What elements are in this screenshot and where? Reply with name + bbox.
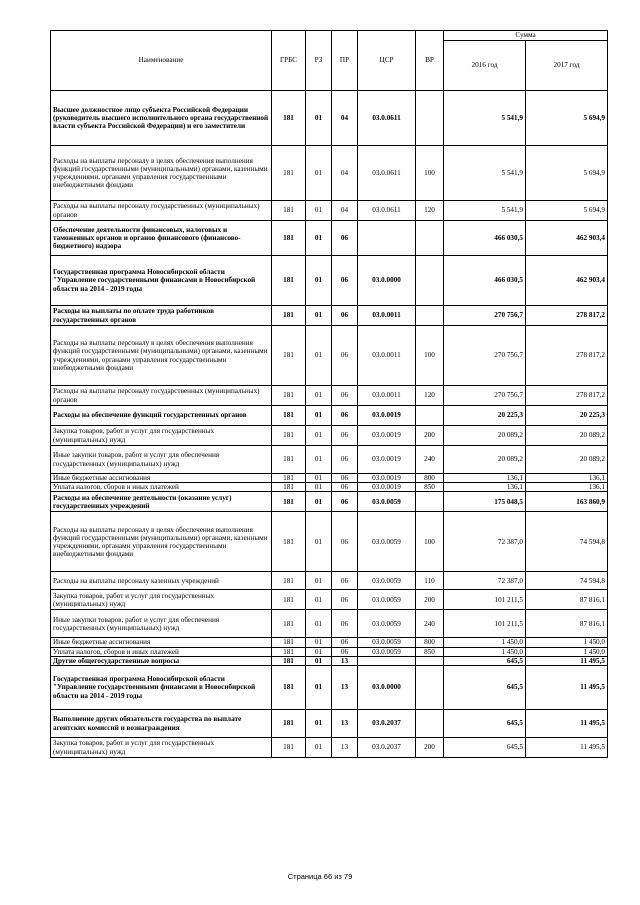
cell-s2016: 101 211,5: [444, 590, 526, 610]
table-row: [51, 406, 608, 426]
cell-s2016: 466 030,5: [444, 221, 526, 256]
table-row: [51, 426, 608, 446]
cell-vr: 200: [416, 738, 444, 758]
table-header: [51, 31, 608, 91]
cell-s2017: 136,1: [526, 483, 608, 492]
cell-pr: 13: [332, 710, 358, 738]
cell-s2016: 645,5: [444, 738, 526, 758]
cell-rz: 01: [306, 638, 332, 647]
cell-name: Расходы на выплаты персоналу в целях обеспечения выполнения функций государственными (муниципальными) органами, казенными учреждениями, органами управления государственными внебюджетными фондами: [51, 326, 272, 386]
cell-vr: [416, 256, 444, 306]
cell-csr: 03.0.0611: [358, 201, 416, 221]
cell-grbs: 181: [272, 474, 306, 483]
cell-rz: 01: [306, 256, 332, 306]
cell-s2016: 270 756,7: [444, 326, 526, 386]
cell-vr: 120: [416, 201, 444, 221]
cell-grbs: 181: [272, 326, 306, 386]
cell-pr: 04: [332, 91, 358, 146]
cell-csr: 03.0.0019: [358, 406, 416, 426]
cell-pr: 13: [332, 666, 358, 710]
table-row: [51, 386, 608, 406]
page-number: Страница 66 из 79: [287, 872, 353, 881]
cell-grbs: 181: [272, 656, 306, 665]
cell-csr: 03.0.0019: [358, 474, 416, 483]
cell-name: Расходы на обеспечение деятельности (оказание услуг) государственных учреждений: [51, 492, 272, 512]
cell-rz: 01: [306, 146, 332, 201]
cell-vr: 240: [416, 446, 444, 474]
cell-csr: 03.0.0019: [358, 483, 416, 492]
table-row: [51, 446, 608, 474]
cell-pr: 04: [332, 201, 358, 221]
cell-vr: [416, 406, 444, 426]
cell-rz: 01: [306, 201, 332, 221]
cell-grbs: 181: [272, 483, 306, 492]
cell-name: Обеспечение деятельности финансовых, налоговых и таможенных органов и органов финансового (финансово-бюджетного) надзора: [51, 221, 272, 256]
cell-vr: 800: [416, 474, 444, 483]
cell-name: Выполнение других обязательств государства по выплате агентских комиссий и вознаграждения: [51, 710, 272, 738]
cell-s2017: 5 694,9: [526, 201, 608, 221]
cell-s2017: 5 694,9: [526, 91, 608, 146]
cell-rz: 01: [306, 666, 332, 710]
cell-vr: [416, 306, 444, 326]
cell-vr: 200: [416, 590, 444, 610]
cell-name: Расходы на выплаты персоналу государственных (муниципальных) органов: [51, 386, 272, 406]
cell-vr: [416, 492, 444, 512]
cell-grbs: 181: [272, 426, 306, 446]
header-sum: Сумма: [444, 31, 608, 41]
cell-grbs: 181: [272, 647, 306, 656]
cell-grbs: 181: [272, 256, 306, 306]
table-row: [51, 738, 608, 758]
cell-rz: 01: [306, 647, 332, 656]
table-row: [51, 656, 608, 665]
cell-csr: 03.0.0019: [358, 426, 416, 446]
cell-s2016: 136,1: [444, 483, 526, 492]
cell-vr: 100: [416, 326, 444, 386]
table-row: [51, 326, 608, 386]
cell-grbs: 181: [272, 492, 306, 512]
cell-vr: 100: [416, 512, 444, 572]
cell-s2017: 20 225,3: [526, 406, 608, 426]
cell-csr: 03.0.0059: [358, 638, 416, 647]
budget-table: [50, 30, 608, 758]
cell-grbs: 181: [272, 512, 306, 572]
table-row: [51, 647, 608, 656]
header-rz: РЗ: [306, 31, 332, 91]
cell-grbs: 181: [272, 710, 306, 738]
table-row: [51, 638, 608, 647]
cell-name: Государственная программа Новосибирской области "Управление государственными финансами в Новосибирской области на 2014 - 2019 годы: [51, 256, 272, 306]
cell-name: Закупка товаров, работ и услуг для государственных (муниципальных) нужд: [51, 738, 272, 758]
cell-rz: 01: [306, 710, 332, 738]
cell-s2017: 462 903,4: [526, 256, 608, 306]
cell-csr: 03.0.0059: [358, 492, 416, 512]
cell-rz: 01: [306, 512, 332, 572]
cell-pr: 06: [332, 406, 358, 426]
cell-s2017: 136,1: [526, 474, 608, 483]
cell-s2017: 20 089,2: [526, 426, 608, 446]
cell-rz: 01: [306, 590, 332, 610]
table-row: [51, 91, 608, 146]
cell-csr: 03.0.0000: [358, 666, 416, 710]
cell-pr: 13: [332, 738, 358, 758]
cell-name: Иные закупки товаров, работ и услуг для обеспечения государственных (муниципальных) нужд: [51, 610, 272, 638]
cell-vr: [416, 710, 444, 738]
cell-csr: 03.0.2037: [358, 738, 416, 758]
table-row: [51, 590, 608, 610]
cell-vr: 110: [416, 572, 444, 590]
cell-grbs: 181: [272, 446, 306, 474]
cell-csr: 03.0.0059: [358, 610, 416, 638]
cell-vr: 240: [416, 610, 444, 638]
cell-s2017: 5 694,9: [526, 146, 608, 201]
cell-rz: 01: [306, 738, 332, 758]
cell-pr: 06: [332, 326, 358, 386]
cell-rz: 01: [306, 474, 332, 483]
cell-rz: 01: [306, 386, 332, 406]
cell-name: Высшее должностное лицо субъекта Российской Федерации (руководитель высшего исполнительного органа государственной власти субъекта Российской Федерации) и его заместители: [51, 91, 272, 146]
cell-s2017: 74 594,8: [526, 572, 608, 590]
header-pr: ПР: [332, 31, 358, 91]
cell-name: Иные бюджетные ассигнования: [51, 474, 272, 483]
cell-grbs: 181: [272, 201, 306, 221]
table-row: [51, 306, 608, 326]
table-row: [51, 483, 608, 492]
cell-name: Уплата налогов, сборов и иных платежей: [51, 483, 272, 492]
table-row: [51, 221, 608, 256]
cell-pr: 06: [332, 492, 358, 512]
cell-csr: 03.0.0059: [358, 512, 416, 572]
cell-grbs: 181: [272, 638, 306, 647]
cell-s2016: 20 089,2: [444, 426, 526, 446]
cell-csr: 03.0.0059: [358, 590, 416, 610]
cell-grbs: 181: [272, 666, 306, 710]
cell-s2016: 645,5: [444, 656, 526, 665]
cell-name: Расходы на обеспечение функций государственных органов: [51, 406, 272, 426]
cell-name: Закупка товаров, работ и услуг для государственных (муниципальных) нужд: [51, 590, 272, 610]
cell-grbs: 181: [272, 221, 306, 256]
cell-vr: 850: [416, 647, 444, 656]
cell-name: Расходы на выплаты по оплате труда работников государственных органов: [51, 306, 272, 326]
table-row: [51, 610, 608, 638]
cell-s2017: 74 594,8: [526, 512, 608, 572]
cell-csr: 03.0.0011: [358, 306, 416, 326]
cell-s2016: 136,1: [444, 474, 526, 483]
table-row: [51, 492, 608, 512]
cell-s2016: 20 225,3: [444, 406, 526, 426]
cell-pr: 06: [332, 512, 358, 572]
cell-grbs: 181: [272, 146, 306, 201]
cell-name: Расходы на выплаты персоналу в целях обеспечения выполнения функций государственными (муниципальными) органами, казенными учреждениями, органами управления государственными внебюджетными фондами: [51, 146, 272, 201]
cell-name: Другие общегосударственные вопросы: [51, 656, 272, 665]
cell-rz: 01: [306, 326, 332, 386]
cell-s2016: 72 387,0: [444, 572, 526, 590]
header-grbs: ГРБС: [272, 31, 306, 91]
cell-csr: 03.0.0059: [358, 572, 416, 590]
cell-vr: 850: [416, 483, 444, 492]
table-row: [51, 146, 608, 201]
cell-s2016: 5 541,9: [444, 146, 526, 201]
cell-s2017: 1 450,0: [526, 638, 608, 647]
cell-s2016: 5 541,9: [444, 91, 526, 146]
cell-name: Расходы на выплаты персоналу в целях обеспечения выполнения функций государственными (муниципальными) органами, казенными учреждениями, органами управления государственными внебюджетными фондами: [51, 512, 272, 572]
cell-vr: 200: [416, 426, 444, 446]
cell-s2017: 278 817,2: [526, 326, 608, 386]
cell-rz: 01: [306, 446, 332, 474]
table-row: [51, 666, 608, 710]
cell-rz: 01: [306, 483, 332, 492]
cell-rz: 01: [306, 221, 332, 256]
header-name: Наименование: [51, 31, 272, 91]
cell-pr: 06: [332, 306, 358, 326]
cell-vr: 800: [416, 638, 444, 647]
cell-pr: 06: [332, 572, 358, 590]
cell-name: Государственная программа Новосибирской области "Управление государственными финансами в Новосибирской области на 2014 - 2019 годы: [51, 666, 272, 710]
cell-name: Иные бюджетные ассигнования: [51, 638, 272, 647]
cell-grbs: 181: [272, 406, 306, 426]
cell-s2017: 163 860,9: [526, 492, 608, 512]
cell-rz: 01: [306, 610, 332, 638]
cell-vr: [416, 656, 444, 665]
cell-pr: 13: [332, 656, 358, 665]
cell-s2016: 270 756,7: [444, 306, 526, 326]
cell-csr: 03.0.0011: [358, 326, 416, 386]
header-csr: ЦСР: [358, 31, 416, 91]
cell-s2017: 1 450,0: [526, 647, 608, 656]
cell-pr: 06: [332, 446, 358, 474]
cell-vr: [416, 91, 444, 146]
header-vr: ВР: [416, 31, 444, 91]
cell-grbs: 181: [272, 738, 306, 758]
cell-csr: 03.0.0059: [358, 647, 416, 656]
cell-grbs: 181: [272, 386, 306, 406]
cell-pr: 06: [332, 638, 358, 647]
cell-vr: 100: [416, 146, 444, 201]
cell-s2017: 11 495,5: [526, 666, 608, 710]
cell-pr: 06: [332, 590, 358, 610]
cell-pr: 06: [332, 647, 358, 656]
cell-s2017: 87 816,1: [526, 610, 608, 638]
cell-rz: 01: [306, 572, 332, 590]
cell-pr: 06: [332, 426, 358, 446]
cell-csr: 03.0.0611: [358, 91, 416, 146]
table-row: [51, 710, 608, 738]
cell-csr: 03.0.0019: [358, 446, 416, 474]
cell-rz: 01: [306, 91, 332, 146]
cell-grbs: 181: [272, 590, 306, 610]
cell-s2017: 11 495,5: [526, 656, 608, 665]
cell-vr: [416, 666, 444, 710]
cell-grbs: 181: [272, 91, 306, 146]
cell-csr: 03.0.0611: [358, 146, 416, 201]
table-row: [51, 256, 608, 306]
cell-s2016: 20 089,2: [444, 446, 526, 474]
cell-vr: [416, 221, 444, 256]
cell-s2016: 645,5: [444, 666, 526, 710]
cell-csr: [358, 656, 416, 665]
cell-name: Уплата налогов, сборов и иных платежей: [51, 647, 272, 656]
cell-grbs: 181: [272, 306, 306, 326]
cell-s2016: 1 450,0: [444, 647, 526, 656]
cell-s2017: 11 495,5: [526, 738, 608, 758]
cell-name: Закупка товаров, работ и услуг для государственных (муниципальных) нужд: [51, 426, 272, 446]
cell-pr: 06: [332, 221, 358, 256]
cell-s2017: 11 495,5: [526, 710, 608, 738]
table-body: [51, 91, 608, 758]
cell-rz: 01: [306, 492, 332, 512]
cell-name: Иные закупки товаров, работ и услуг для обеспечения государственных (муниципальных) нужд: [51, 446, 272, 474]
cell-s2016: 5 541,9: [444, 201, 526, 221]
cell-s2016: 466 030,5: [444, 256, 526, 306]
cell-pr: 06: [332, 474, 358, 483]
cell-pr: 04: [332, 146, 358, 201]
cell-csr: [358, 221, 416, 256]
cell-s2017: 87 816,1: [526, 590, 608, 610]
cell-csr: 03.0.0000: [358, 256, 416, 306]
cell-rz: 01: [306, 656, 332, 665]
cell-name: Расходы на выплаты персоналу государственных (муниципальных) органов: [51, 201, 272, 221]
cell-pr: 06: [332, 256, 358, 306]
cell-rz: 01: [306, 426, 332, 446]
cell-csr: 03.0.0011: [358, 386, 416, 406]
cell-pr: 06: [332, 483, 358, 492]
table-row: [51, 572, 608, 590]
cell-s2016: 645,5: [444, 710, 526, 738]
cell-rz: 01: [306, 406, 332, 426]
cell-s2017: 278 817,2: [526, 306, 608, 326]
header-2016: 2016 год: [444, 41, 526, 91]
cell-s2016: 1 450,0: [444, 638, 526, 647]
cell-s2016: 175 048,5: [444, 492, 526, 512]
cell-vr: 120: [416, 386, 444, 406]
cell-s2016: 72 387,0: [444, 512, 526, 572]
cell-name: Расходы на выплаты персоналу казенных учреждений: [51, 572, 272, 590]
cell-grbs: 181: [272, 572, 306, 590]
table-row: [51, 512, 608, 572]
cell-s2016: 270 756,7: [444, 386, 526, 406]
cell-s2016: 101 211,5: [444, 610, 526, 638]
cell-pr: 06: [332, 386, 358, 406]
cell-csr: 03.0.2037: [358, 710, 416, 738]
cell-grbs: 181: [272, 610, 306, 638]
cell-s2017: 278 817,2: [526, 386, 608, 406]
header-2017: 2017 год: [526, 41, 608, 91]
table-row: [51, 474, 608, 483]
cell-pr: 06: [332, 610, 358, 638]
cell-s2017: 462 903,4: [526, 221, 608, 256]
cell-s2017: 20 089,2: [526, 446, 608, 474]
table-row: [51, 201, 608, 221]
cell-rz: 01: [306, 306, 332, 326]
